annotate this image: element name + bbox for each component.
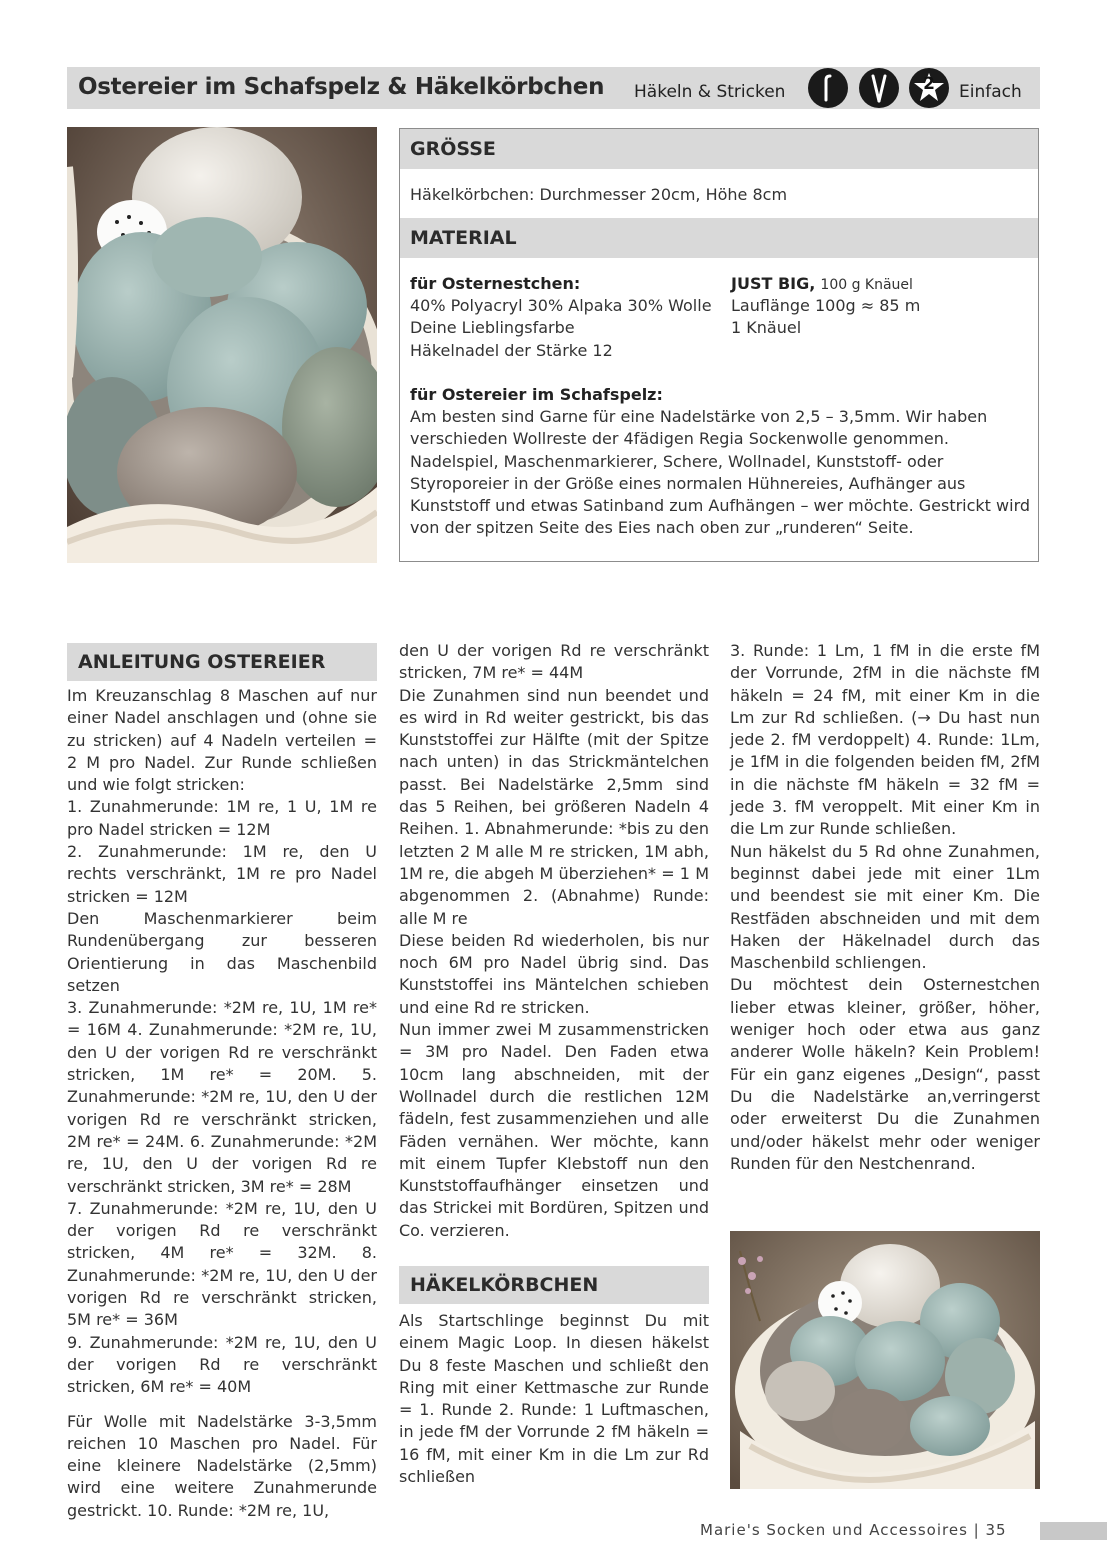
- eggs-material-text: Am besten sind Garne für eine Nadelstärke von 2,5 – 3,5mm. Wir haben verschieden Wollreste der 4fädigen Regia Sockenwolle genommen. Nadelspiel, Maschenmarkierer, Schere, Wollnadel, Kunststoff- oder Styroporeier in der Größe eines normalen Hühnereies, Aufhänger aus Kunststoff und etwas Satinband zum Aufhängen – wer möchte. Gestrickt wird von der spitzen Seite des Eies nach oben zur „runderen“ Seite.: [410, 407, 1031, 538]
- paragraph: 3. Runde: 1 Lm, 1 fM in die erste fM der Vorrunde, 2fM in die nächste fM häkeln = 24 fM, mit einer Km in die Lm zur Rd schließen. (→ Du hast nun jede 2. fM verdoppelt) 4. Runde: 1Lm, je 1fM in die folgenden beiden fM, 2fM in die nächste fM häkeln = 32 fM = jede 3. fM veroppelt. Mit einer Km in die Lm zur Runde schließen.: [730, 641, 1040, 839]
- nest-material-heading: für Osternestchen:: [410, 274, 581, 293]
- yarn-weight: 100 g Knäuel: [820, 277, 913, 293]
- column-2-text: [399, 640, 709, 1242]
- paragraph: Nun häkelst du 5 Rd ohne Zunahmen, beginnst dabei jede mit einer 1Lm und beendest sie mit einer Km. Die Restfäden abschneiden und mit dem Haken der Häkelnadel durch das Maschenbild schliengen.: [730, 841, 1040, 973]
- difficulty-level-number: 2: [923, 74, 935, 94]
- paragraph: 7. Zunahmerunde: *2M re, 1U, den U der vorigen Rd re verschränkt stricken, 4M re* = 32M. 8. Zunahmerunde: *2M re, 1U, den U der vorigen Rd re verschränkt stricken, 5M re* = 36M: [67, 1198, 377, 1330]
- paragraph: Diese beiden Rd wiederholen, bis nur noch 6M pro Nadel übrig sind. Das Kunststoffei ins Mäntelchen schieben und eine Rd re stricken.: [399, 930, 709, 1017]
- knitted-eggs-photo: [67, 127, 377, 563]
- paragraph: Für Wolle mit Nadelstärke 3-3,5mm reichen 10 Maschen pro Nadel. Für eine kleinere Nadelstärke (2,5mm) wird eine weitere Zunahmerunde gestrickt. 10. Runde: *2M re, 1U,: [67, 1411, 377, 1520]
- material-heading: MATERIAL: [410, 227, 517, 249]
- crochet-basket-photo: [730, 1231, 1040, 1489]
- yarn-name: JUST BIG,: [731, 274, 816, 293]
- footer-text: Marie's Socken und Accessoires | 35: [700, 1521, 1007, 1539]
- yarn-line: 1 Knäuel: [731, 318, 802, 337]
- paragraph: Du möchtest dein Osternestchen lieber etwas kleiner, größer, höher, weniger hoch oder etwa aus ganz anderer Wolle häkeln? Kein Problem! Für ein ganz eigenes „Design“, passt Du die Nadelstärke an,verringerst oder erweiterst Du die Zunahmen und/oder häkelst mehr oder weniger Runden für den Nestchenrand.: [730, 975, 1040, 1173]
- nest-material-line: Häkelnadel der Stärke 12: [410, 341, 613, 360]
- basket-heading: HÄKELKÖRBCHEN: [410, 1274, 599, 1296]
- knitting-needles-icon: [859, 68, 899, 108]
- size-text: Häkelkörbchen: Durchmesser 20cm, Höhe 8cm: [410, 185, 788, 204]
- paragraph: Im Kreuzanschlag 8 Maschen auf nur einer Nadel anschlagen und (ohne sie zu stricken) auf 4 Nadeln verteilen = 2 M pro Nadel. Zur Runde schließen und wie folgt stricken:: [67, 686, 377, 795]
- paragraph: Den Maschenmarkierer beim Rundenübergang zur besseren Orientierung in das Maschenbild setzen: [67, 908, 377, 995]
- crochet-hook-icon: [808, 68, 848, 108]
- basket-text: Als Startschlinge beginnst Du mit einem Magic Loop. In diesen häkelst Du 8 feste Maschen und schließt den Ring mit einer Kettmasche zur Runde = 1. Runde 2. Runde: 1 Luftmaschen, in jede fM der Vorrunde 2 fM häkeln = 16 fM, mit einer Km in die Lm zur Rd schließen: [399, 1311, 709, 1487]
- paragraph: 3. Zunahmerunde: *2M re, 1U, 1M re* = 16M 4. Zunahmerunde: *2M re, 1U, den U der vorigen Rd re verschränkt stricken, 1M re* = 20M. 5. Zunahmerunde: *2M re, 1U, den U der vorigen Rd re verschränkt stricken, 2M re* = 24M. 6. Zunahmerunde: *2M re, 1U, den U der vorigen Rd re verschränkt stricken, 3M re* = 28M: [67, 998, 377, 1196]
- eggs-material-heading: für Ostereier im Schafspelz:: [410, 385, 663, 404]
- paragraph: den U der vorigen Rd re verschränkt stricken, 7M re* = 44M: [399, 641, 709, 683]
- column-1-text: [67, 685, 377, 1522]
- yarn-line: Lauflänge 100g ≈ 85 m: [731, 296, 921, 315]
- eggs-instructions-heading: ANLEITUNG OSTEREIER: [78, 651, 326, 673]
- nest-material-line: Deine Lieblingsfarbe: [410, 318, 575, 337]
- category-label: Häkeln & Stricken: [634, 82, 786, 102]
- page-title: Ostereier im Schafspelz & Häkelkörbchen: [78, 74, 605, 100]
- paragraph: 9. Zunahmerunde: *2M re, 1U, den U der vorigen Rd re verschränkt stricken, 6M re* = 40M: [67, 1332, 377, 1397]
- size-heading: GRÖSSE: [410, 138, 496, 160]
- difficulty-label: Einfach: [959, 82, 1022, 102]
- paragraph: 2. Zunahmerunde: 1M re, den U rechts verschränkt, 1M re pro Nadel stricken = 12M: [67, 842, 377, 906]
- paragraph: 1. Zunahmerunde: 1M re, 1 U, 1M re pro Nadel stricken = 12M: [67, 797, 377, 839]
- yarn-info: [731, 273, 913, 296]
- footer-bar: [1040, 1522, 1107, 1540]
- column-3-text: [730, 640, 1040, 1175]
- paragraph: Die Zunahmen sind nun beendet und es wird in Rd weiter gestrickt, bis das Kunststoffei zur Hälfte (mit der Spitze nach unten) in das Strickmäntelchen passt. Bei Nadelstärke 2,5mm sind das 5 Reihen, bei größeren Nadeln 4 Reihen. 1. Abnahmerunde: *bis zu den letzten 2 M alle M re stricken, 1M abh, 1M re, die abgeh M überziehen* = 1 M abgenommen 2. (Abnahme) Runde: alle M re: [399, 685, 709, 928]
- paragraph: Nun immer zwei M zusammenstricken = 3M pro Nadel. Den Faden etwa 10cm lang abschneiden, mit der Wollnadel durch die restlichen 12M fädeln, fest zusammenziehen und alle Fäden vernähen. Wer möchte, kann mit einem Tupfer Klebstoff nun den Kunststoffaufhänger einsetzen und das Strickei mit Bordüren, Spitzen und Co. verzieren.: [399, 1020, 709, 1240]
- nest-material-line: 40% Polyacryl 30% Alpaka 30% Wolle: [410, 296, 712, 315]
